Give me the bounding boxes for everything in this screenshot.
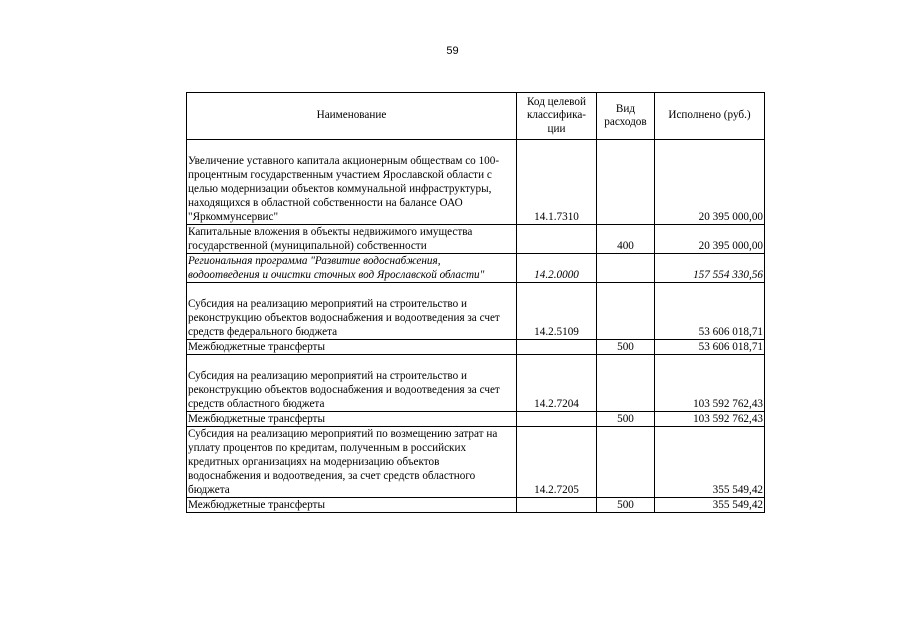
- cell-name: [187, 140, 517, 225]
- cell-done-text: 53 606 018,71: [698, 326, 763, 338]
- cell-code-text: 14.2.0000: [534, 269, 579, 281]
- table-row: [187, 283, 765, 340]
- cell-done-text: 53 606 018,71: [698, 341, 763, 353]
- cell-done: [655, 340, 765, 355]
- cell-kind: [597, 355, 655, 412]
- cell-name-text: Межбюджетные трансферты: [188, 341, 325, 353]
- table-row: [187, 427, 765, 498]
- cell-code-text: 14.2.5109: [534, 326, 579, 338]
- cell-done: [655, 355, 765, 412]
- cell-name-text: Субсидия на реализацию мероприятий по возмещению затрат на уплату процентов по кредитам, полученным в российских кредитных организациях на модернизацию объектов водоснабжения и водоотведения, за счет средств областного бюджета: [188, 428, 498, 496]
- cell-done-text: 103 592 762,43: [693, 398, 763, 410]
- cell-name: [187, 340, 517, 355]
- cell-name-text: Капитальные вложения в объекты недвижимого имущества государственной (муниципальной) собственности: [188, 226, 473, 252]
- cell-done: [655, 225, 765, 254]
- table-row: [187, 340, 765, 355]
- cell-code: [517, 254, 597, 283]
- cell-kind: [597, 283, 655, 340]
- cell-done: [655, 254, 765, 283]
- cell-kind-text: 500: [617, 499, 634, 511]
- cell-name: [187, 225, 517, 254]
- cell-name-text: Субсидия на реализацию мероприятий на строительство и реконструкцию объектов водоснабжения и водоотведения за счет средств федерального бюджета: [188, 298, 500, 338]
- cell-done: [655, 412, 765, 427]
- cell-done: [655, 283, 765, 340]
- cell-kind: [597, 140, 655, 225]
- cell-done-text: 20 395 000,00: [698, 211, 763, 223]
- cell-code: [517, 355, 597, 412]
- cell-kind: [597, 254, 655, 283]
- cell-name-text: Межбюджетные трансферты: [188, 413, 325, 425]
- header-code: Код целевой классифика-ции: [517, 93, 597, 140]
- table-row: [187, 140, 765, 225]
- cell-code-text: 14.2.7204: [534, 398, 579, 410]
- cell-done-text: 355 549,42: [712, 484, 763, 496]
- cell-name-text: Увеличение уставного капитала акционерным обществам со 100-процентным государственным участием Ярославской области с целью модернизации объектов коммунальной инфраструктуры, находящихся в областной собственности на балансе ОАО "Яркоммунсервис": [188, 155, 500, 223]
- cell-code: [517, 498, 597, 513]
- cell-name: [187, 283, 517, 340]
- cell-done-text: 103 592 762,43: [693, 413, 763, 425]
- header-name: Наименование: [187, 93, 517, 140]
- cell-kind-text: 400: [617, 240, 634, 252]
- cell-kind: [597, 427, 655, 498]
- cell-name: [187, 498, 517, 513]
- cell-name-text: Субсидия на реализацию мероприятий на строительство и реконструкцию объектов водоснабжения и водоотведения за счет средств областного бюджета: [188, 370, 500, 410]
- cell-name: [187, 412, 517, 427]
- cell-name-text: Межбюджетные трансферты: [188, 499, 325, 511]
- table-body: [187, 140, 765, 513]
- cell-done: [655, 498, 765, 513]
- cell-code-text: 14.1.7310: [534, 211, 579, 223]
- cell-code-text: 14.2.7205: [534, 484, 579, 496]
- header-kind: Вид расходов: [597, 93, 655, 140]
- cell-done: [655, 427, 765, 498]
- cell-code: [517, 225, 597, 254]
- table-row: [187, 412, 765, 427]
- cell-code: [517, 412, 597, 427]
- cell-kind-text: 500: [617, 413, 634, 425]
- cell-code: [517, 427, 597, 498]
- table-row: [187, 225, 765, 254]
- budget-table: [186, 92, 765, 513]
- table-row: [187, 254, 765, 283]
- table-header-row: [187, 93, 765, 140]
- cell-kind: [597, 412, 655, 427]
- cell-done: [655, 140, 765, 225]
- cell-kind: [597, 340, 655, 355]
- cell-code: [517, 283, 597, 340]
- header-done: Исполнено (руб.): [655, 93, 765, 140]
- cell-name: [187, 427, 517, 498]
- cell-name: [187, 355, 517, 412]
- cell-name-text: Региональная программа "Развитие водоснабжения, водоотведения и очистки сточных вод Ярославской области": [188, 255, 485, 281]
- cell-done-text: 20 395 000,00: [698, 240, 763, 252]
- table-row: [187, 355, 765, 412]
- cell-kind: [597, 225, 655, 254]
- cell-kind: [597, 498, 655, 513]
- table-row: [187, 498, 765, 513]
- cell-done-text: 355 549,42: [712, 499, 763, 511]
- page-number: 59: [446, 45, 459, 57]
- cell-name: [187, 254, 517, 283]
- cell-code: [517, 340, 597, 355]
- cell-code: [517, 140, 597, 225]
- cell-done-text: 157 554 330,56: [693, 269, 763, 281]
- cell-kind-text: 500: [617, 341, 634, 353]
